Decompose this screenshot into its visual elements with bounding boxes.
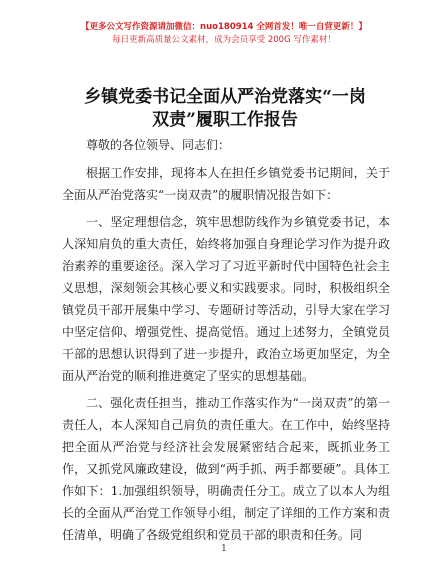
- banner-line-1: 【更多公文写作资源请加微信：nuo180914 全网首发！唯一自营更新！】: [81, 22, 367, 32]
- promo-banner: [0, 22, 448, 46]
- paragraph-intro: 根据工作安排，现将本人在担任乡镇党委书记期间，关于全面从严治党落实“一岗双责”的履职情况报告如下：: [62, 166, 390, 202]
- paragraph-section-2: 二、强化责任担当，推动工作落实作为“一岗双责”的第一责任人，本人深知自己肩负的责任重大。在工作中，始终坚持把全面从严治党与经济社会发展紧密结合起来，既抓业务工作，又抓党风廉政建设，做到“两手抓、两手都要硬”。具体工作如下：1.加强组织领导，明确责任分工。成立了以本人为组长的全面从严治党工作领导小组，制定了详细的工作方案和责任清单，明确了各级党组织和党员干部的职责和任务。同: [62, 396, 390, 542]
- page-number: 1: [221, 544, 227, 554]
- banner-line-2: 每日更新高质量公文素材，成为会员享受 200G 写作素材！: [112, 35, 336, 45]
- paragraph-section-1: 一、坚定理想信念，筑牢思想防线作为乡镇党委书记，本人深知肩负的重大责任，始终将加强自身理论学习作为提升政治素养的重要途径。深入学习了习近平新时代中国特色社会主义思想，深刻领会其核心要义和实践要求。同时，积极组织全镇党员干部开展集中学习、专题研讨等活动，引导大家在学习中坚定信仰、增强党性、提高觉悟。通过上述努力，全镇党员干部的思想认识得到了进一步提升，政治立场更加坚定，为全面从严治党的顺利推进奠定了坚实的思想基础。: [62, 215, 390, 383]
- document-title: 乡镇党委书记全面从严治党落实“一岗双责”履职工作报告: [84, 87, 366, 130]
- document-body: [62, 134, 390, 551]
- salutation: 尊敬的各位领导、同志们：: [86, 138, 231, 152]
